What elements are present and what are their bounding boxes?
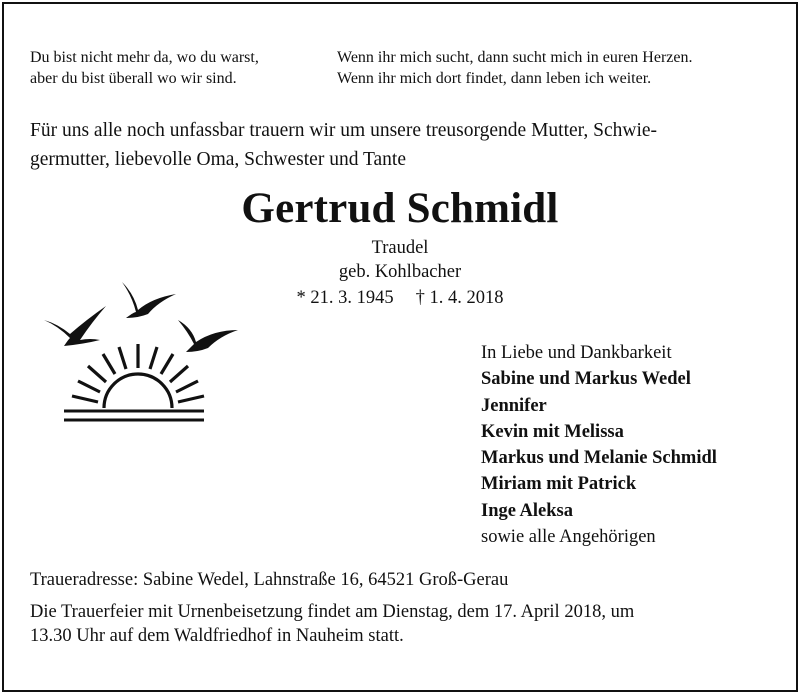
mourner-name: Jennifer <box>481 395 547 416</box>
mourner-name: Miriam mit Patrick <box>481 474 637 495</box>
mourning-address: Traueradresse: Sabine Wedel, Lahnstraße 16, 64521 Groß-Gerau <box>30 570 509 590</box>
birth-date: * 21. 3. 1945 <box>296 288 394 308</box>
verse-right: Wenn ihr mich sucht, dann sucht mich in euren Herzen. Wenn ihr mich dort findet, dann leben ich weiter. <box>337 49 693 87</box>
mourner-name: Sabine und Markus Wedel <box>481 369 691 390</box>
signoff-block <box>481 340 717 550</box>
bird-right-icon <box>178 320 238 352</box>
bird-left-icon <box>44 306 106 346</box>
mourner-name: Inge Aleksa <box>481 500 574 521</box>
deceased-maiden-name: geb. Kohlbacher <box>338 262 462 282</box>
bird-center-icon <box>122 282 176 318</box>
intro-text: Für uns alle noch unfassbar trauern wir um unsere treusorgende Mutter, Schwie- germutter, liebevolle Oma, Schwester und Tante <box>30 120 658 170</box>
death-date: † 1. 4. 2018 <box>415 288 504 308</box>
deceased-nickname: Traudel <box>371 238 429 258</box>
sunset-birds-icon <box>40 272 240 437</box>
signoff-closing: sowie alle Angehörigen <box>481 527 656 548</box>
verse-left: Du bist nicht mehr da, wo du warst, aber du bist überall wo wir sind. <box>30 49 259 87</box>
mourner-name: Markus und Melanie Schmidl <box>481 448 717 469</box>
horizon-lines <box>64 411 204 420</box>
deceased-name: Gertrud Schmidl <box>241 185 559 232</box>
ceremony-info: Die Trauerfeier mit Urnenbeisetzung findet am Dienstag, dem 17. April 2018, um 13.30 Uhr auf dem Waldfriedhof in Nauheim statt. <box>30 602 635 646</box>
sun-icon <box>72 344 204 408</box>
signoff-opening: In Liebe und Dankbarkeit <box>481 343 672 363</box>
mourner-name: Kevin mit Melissa <box>481 421 624 442</box>
